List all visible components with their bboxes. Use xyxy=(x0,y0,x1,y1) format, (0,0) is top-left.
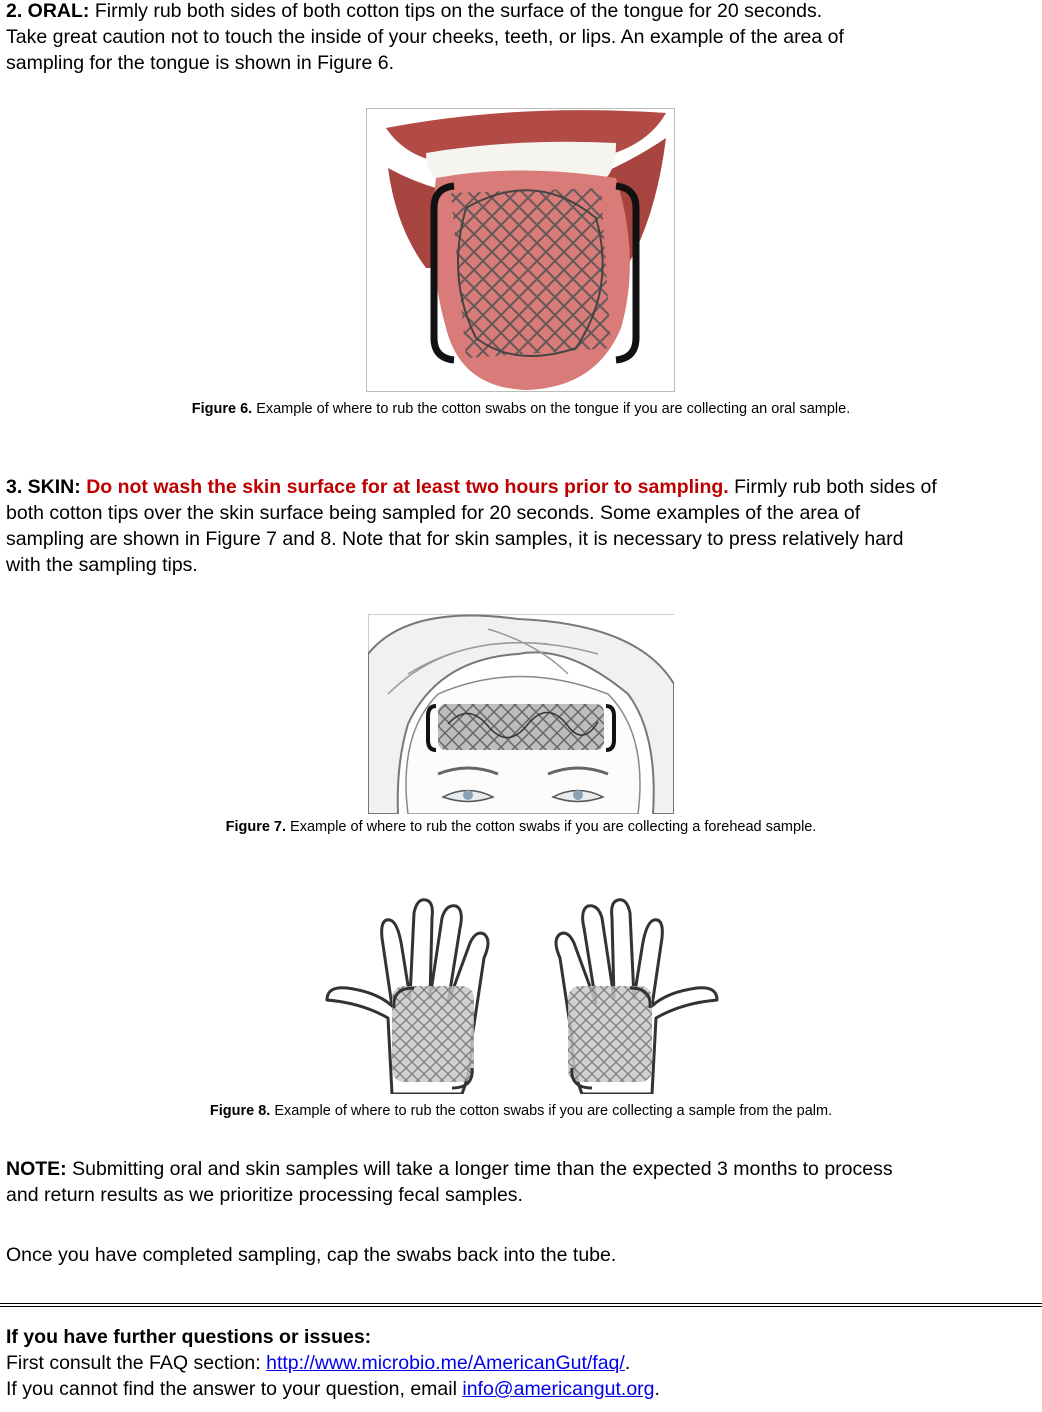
oral-paragraph xyxy=(6,0,1036,76)
note-label: NOTE: xyxy=(6,1158,67,1180)
faq-link[interactable]: http://www.microbio.me/AmericanGut/faq/ xyxy=(266,1352,625,1374)
contact-heading: If you have further questions or issues: xyxy=(6,1326,372,1348)
figure-8-caption xyxy=(0,1102,1042,1120)
skin-text-line2: both cotton tips over the skin surface being sampled for 20 seconds. Some examples of the area of xyxy=(6,502,861,524)
skin-text-line4: with the sampling tips. xyxy=(6,554,198,576)
email-line xyxy=(6,1376,1036,1402)
skin-heading: 3. SKIN: xyxy=(6,476,81,498)
divider-line xyxy=(0,1303,1042,1304)
faq-prefix: First consult the FAQ section: xyxy=(6,1352,267,1374)
contact-section xyxy=(6,1324,1036,1402)
figure-8-caption-text: Example of where to rub the cotton swabs if you are collecting a sample from the palm. xyxy=(270,1103,833,1119)
oral-text-line3: sampling for the tongue is shown in Figure 6. xyxy=(6,52,395,74)
note-text-line1: Submitting oral and skin samples will take a longer time than the expected 3 months to process xyxy=(66,1158,893,1180)
skin-paragraph xyxy=(6,474,1036,578)
email-prefix: If you cannot find the answer to your question, email xyxy=(6,1378,463,1400)
cap-instruction: Once you have completed sampling, cap the swabs back into the tube. xyxy=(6,1244,617,1266)
faq-suffix: . xyxy=(624,1352,631,1374)
figure-8-label: Figure 8. xyxy=(209,1103,271,1119)
skin-text-line3: sampling are shown in Figure 7 and 8. Note that for skin samples, it is necessary to press relatively hard xyxy=(6,528,904,550)
note-text-line2: and return results as we prioritize processing fecal samples. xyxy=(6,1184,523,1206)
figure-6-tongue-image xyxy=(366,108,675,392)
faq-line xyxy=(6,1350,1036,1376)
figure-6-caption-text: Example of where to rub the cotton swabs on the tongue if you are collecting an oral sample. xyxy=(252,401,851,417)
figure-6-caption xyxy=(0,400,1042,418)
oral-heading: 2. ORAL: xyxy=(6,0,90,22)
figure-7-forehead-image xyxy=(368,614,674,814)
figure-8-palms-image xyxy=(322,888,722,1094)
figure-7-label: Figure 7. xyxy=(225,819,287,835)
skin-warning: Do not wash the skin surface for at least two hours prior to sampling. xyxy=(86,476,729,498)
divider-line-second xyxy=(0,1306,1042,1307)
figure-7-caption-text: Example of where to rub the cotton swabs if you are collecting a forehead sample. xyxy=(286,819,817,835)
oral-text-line2: Take great caution not to touch the inside of your cheeks, teeth, or lips. An example of the area of xyxy=(6,26,844,48)
note-paragraph xyxy=(6,1156,1036,1208)
figure-7-caption xyxy=(0,818,1042,836)
email-link[interactable]: info@americangut.org xyxy=(462,1378,655,1400)
figure-6-label: Figure 6. xyxy=(191,401,253,417)
oral-text-line1: Firmly rub both sides of both cotton tips on the surface of the tongue for 20 seconds. xyxy=(89,0,823,22)
skin-text-line1: Firmly rub both sides of xyxy=(728,476,937,498)
email-suffix: . xyxy=(654,1378,660,1400)
